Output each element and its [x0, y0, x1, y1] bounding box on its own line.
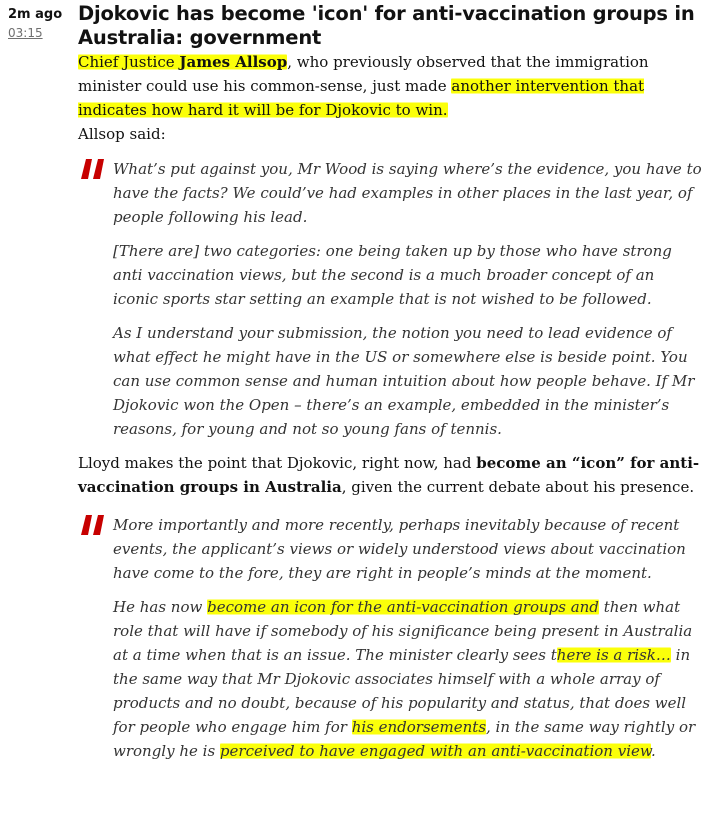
- highlight-icon-phrase: become an icon for the anti-vaccination groups and: [207, 598, 599, 616]
- intro-paragraph: [78, 50, 704, 122]
- quote-text: He has now: [113, 598, 208, 616]
- relative-time: 2m ago: [8, 7, 63, 22]
- intro-highlight: another intervention that indicates how hard it will be for Djokovic to win.: [78, 77, 645, 119]
- highlight-endorsements: his endorsements: [351, 718, 487, 736]
- blockquote-allsop: [78, 157, 704, 441]
- intro-name: James Allsop: [179, 53, 288, 71]
- liveblog-entry: [78, 0, 704, 773]
- quote-paragraph: What’s put against you, Mr Wood is saying where’s the evidence, you have to have the facts? We could’ve had examples in other places in the last year, of people following his lead.: [113, 160, 702, 226]
- quote-text: then what role that will have if somebody of his significance being present in Australia at a time when that is an issue. The minister clearly sees t: [113, 598, 693, 664]
- allsop-said: Allsop said:: [78, 125, 166, 143]
- quote-paragraph: More importantly and more recently, perhaps inevitably because of recent events, the applicant’s views or widely understood views about vaccination have come to the fore, they are right in people’s minds at the moment.: [113, 516, 686, 582]
- quote-text: .: [650, 742, 656, 760]
- lloyd-text-end: , given the current debate about his presence.: [341, 478, 695, 496]
- timestamp: [8, 6, 68, 40]
- intro-text-middle: , who previously observed that the immigration minister could use his common-sense, just made: [78, 53, 649, 95]
- quote-mark-icon: [79, 515, 105, 535]
- quote-paragraph: As I understand your submission, the notion you need to lead evidence of what effect he might have in the US or somewhere else is beside point. You can use common sense and human intuition about how people behave. If Mr Djokovic won the Open – there’s an example, embedded in the minister’s reasons, for young and not so young fans of tennis.: [113, 324, 695, 438]
- quote-paragraph: [There are] two categories: one being taken up by those who have strong anti vaccination views, but the second is a much broader concept of an iconic sports star setting an example that is not wished to be followed.: [113, 242, 672, 308]
- blockquote-lloyd: [78, 513, 704, 763]
- quote-text: , in the same way rightly or wrongly he is: [113, 718, 696, 760]
- entry-headline: Djokovic has become 'icon' for anti-vaccination groups in Australia: government: [78, 2, 695, 49]
- lloyd-bold: become an “icon” for anti-vaccination groups in Australia: [78, 454, 700, 496]
- highlight-risk: here is a risk…: [556, 646, 671, 664]
- lloyd-text: Lloyd makes the point that Djokovic, right now, had: [78, 454, 477, 472]
- intro-text: Chief Justice: [78, 53, 180, 71]
- highlight-perceived: perceived to have engaged with an anti-vaccination view: [219, 742, 651, 760]
- timestamp-link[interactable]: 03:15: [8, 26, 43, 40]
- quote-text: in the same way that Mr Djokovic associates himself with a whole array of products and no doubt, because of his popularity and status, that does well for people who engage him for: [113, 646, 691, 736]
- lloyd-paragraph: [78, 451, 704, 499]
- quote-mark-icon: [79, 159, 105, 179]
- quote-paragraph-highlighted: [113, 595, 704, 763]
